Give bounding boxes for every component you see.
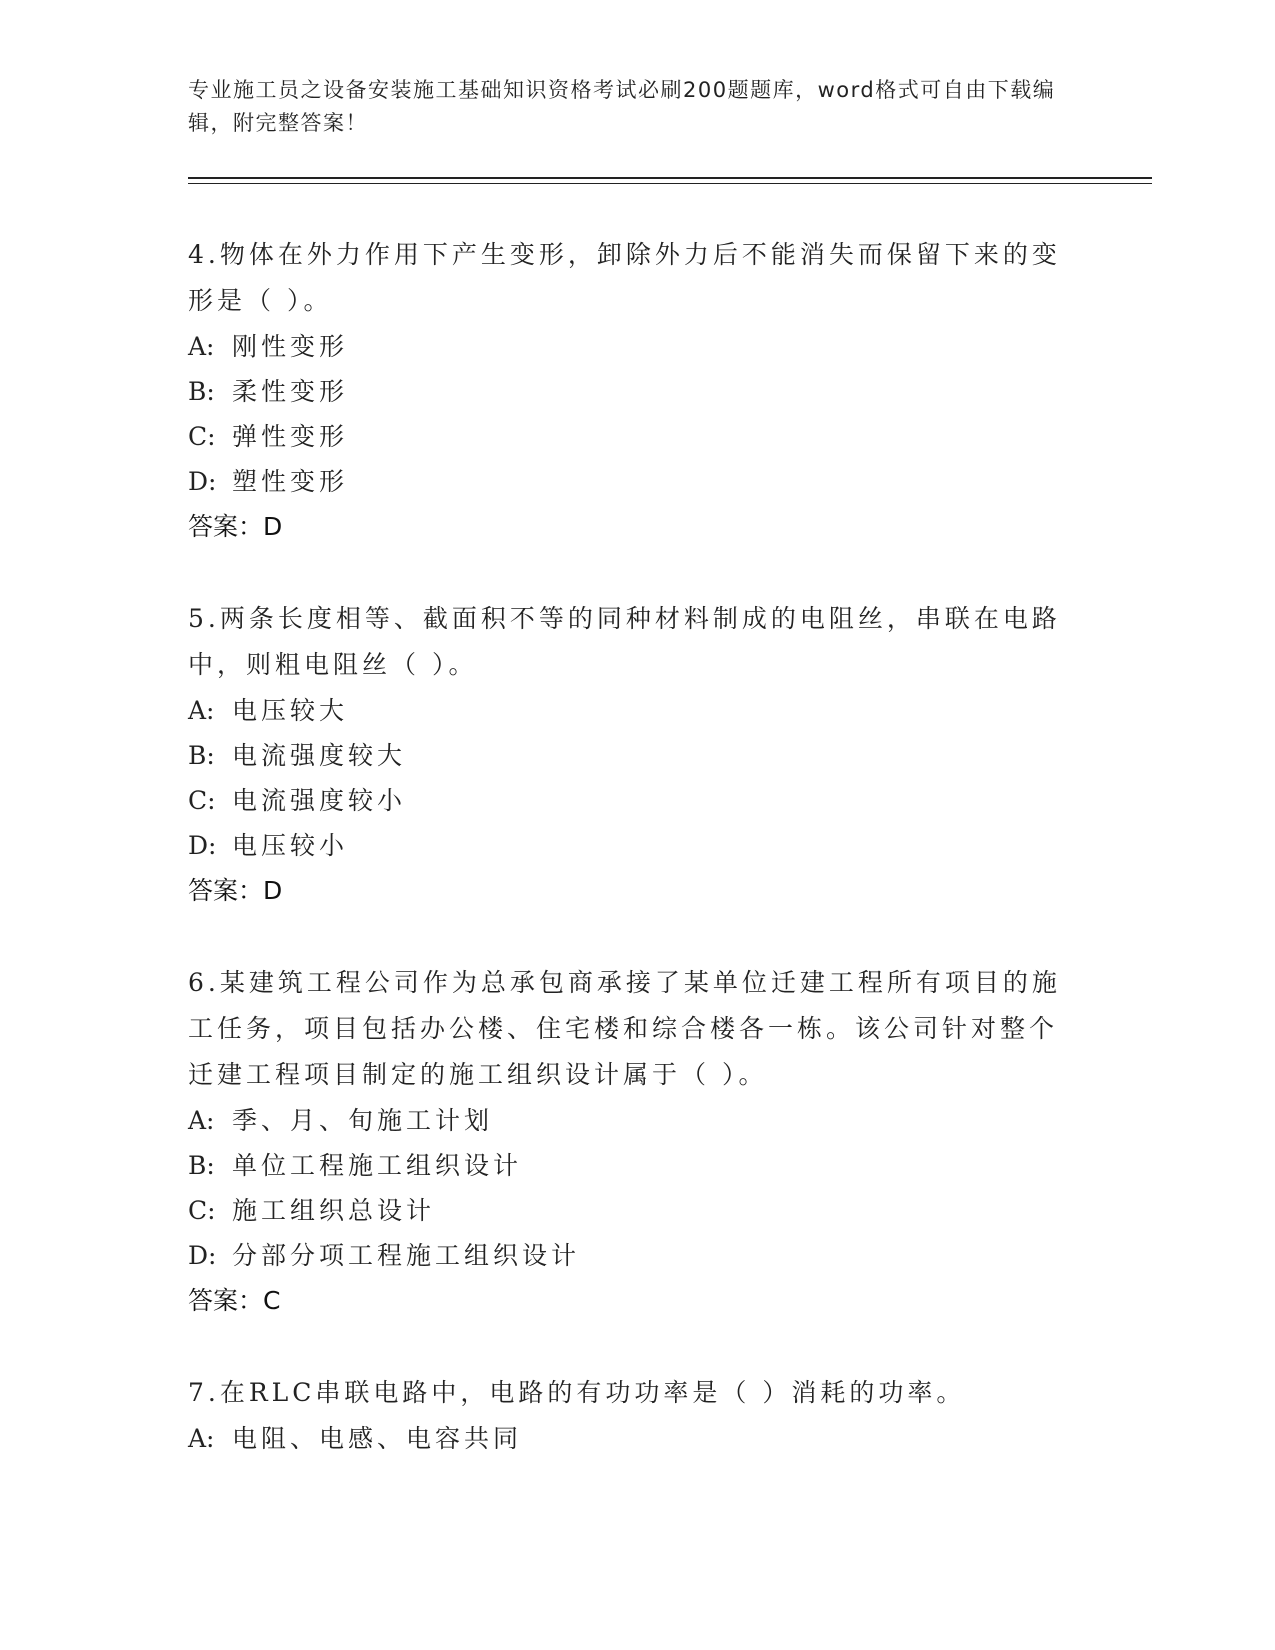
option-text: 施工组织总设计 xyxy=(232,1196,436,1225)
option-a xyxy=(188,688,1068,733)
option-text: 单位工程施工组织设计 xyxy=(232,1151,523,1180)
answer-label: 答案：D xyxy=(188,876,283,905)
question-4 xyxy=(188,232,1068,549)
option-text: 电流强度较大 xyxy=(232,741,407,770)
document-header: 专业施工员之设备安装施工基础知识资格考试必刷200题题库，word格式可自由下载编辑，附完整答案！ xyxy=(188,78,1056,135)
option-d xyxy=(188,1233,1068,1278)
option-letter: A: xyxy=(188,332,215,361)
question-stem: 7.在RLC串联电路中，电路的有功功率是（ ）消耗的功率。 xyxy=(188,1378,966,1407)
option-letter: A: xyxy=(188,1424,215,1453)
option-letter: A: xyxy=(188,696,215,725)
option-letter: D: xyxy=(188,467,217,496)
option-letter: C: xyxy=(188,422,216,451)
option-c xyxy=(188,1188,1068,1233)
option-text: 塑性变形 xyxy=(232,467,349,496)
option-letter: B: xyxy=(188,377,215,406)
option-text: 电流强度较小 xyxy=(232,786,407,815)
option-letter: D: xyxy=(188,831,217,860)
question-5 xyxy=(188,596,1068,913)
option-letter: B: xyxy=(188,1151,215,1180)
option-text: 电阻、电感、电容共同 xyxy=(232,1424,523,1453)
option-text: 电压较大 xyxy=(232,696,349,725)
option-text: 刚性变形 xyxy=(232,332,349,361)
option-a xyxy=(188,1098,1068,1143)
option-letter: D: xyxy=(188,1241,217,1270)
option-d xyxy=(188,823,1068,868)
option-b xyxy=(188,1143,1068,1188)
option-letter: A: xyxy=(188,1106,215,1135)
option-b xyxy=(188,369,1068,414)
question-stem: 6.某建筑工程公司作为总承包商承接了某单位迁建工程所有项目的施工任务，项目包括办公楼、住宅楼和综合楼各一栋。该公司针对整个迁建工程项目制定的施工组织设计属于（ ）。 xyxy=(188,968,1061,1089)
header-rule-thick xyxy=(188,177,1152,179)
option-c xyxy=(188,414,1068,459)
question-6 xyxy=(188,960,1068,1323)
question-7 xyxy=(188,1370,1068,1461)
option-a xyxy=(188,1416,1068,1461)
answer-label: 答案：D xyxy=(188,512,283,541)
option-b xyxy=(188,733,1068,778)
option-text: 电压较小 xyxy=(232,831,349,860)
option-text: 弹性变形 xyxy=(232,422,349,451)
question-stem: 4.物体在外力作用下产生变形，卸除外力后不能消失而保留下来的变形是（ ）。 xyxy=(188,240,1061,315)
option-text: 柔性变形 xyxy=(232,377,349,406)
option-c xyxy=(188,778,1068,823)
option-letter: B: xyxy=(188,741,215,770)
header-rule-thin xyxy=(188,183,1152,184)
answer-label: 答案：C xyxy=(188,1286,281,1315)
option-text: 分部分项工程施工组织设计 xyxy=(232,1241,581,1270)
question-stem: 5.两条长度相等、截面积不等的同种材料制成的电阻丝，串联在电路中，则粗电阻丝（ ）。 xyxy=(188,604,1061,679)
option-letter: C: xyxy=(188,786,216,815)
option-d xyxy=(188,459,1068,504)
option-text: 季、月、旬施工计划 xyxy=(232,1106,494,1135)
option-letter: C: xyxy=(188,1196,216,1225)
option-a xyxy=(188,324,1068,369)
